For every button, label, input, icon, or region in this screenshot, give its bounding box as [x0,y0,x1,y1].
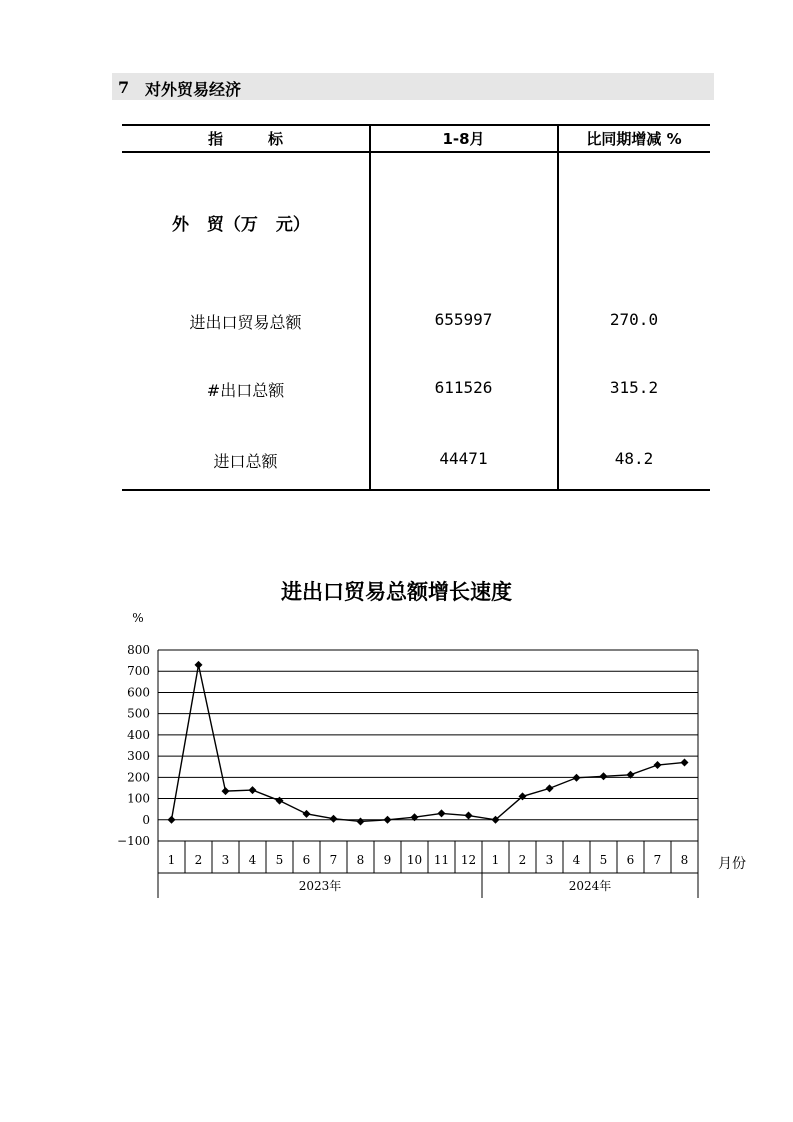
x-tick-label: 7 [653,853,662,867]
data-point-marker [357,817,365,825]
section-number: 7 [118,78,130,97]
x-tick-label: 5 [599,853,608,867]
row-label: 进口总额 [213,452,278,471]
row-change: 270.0 [609,310,659,329]
x-tick-label: 2 [194,853,203,867]
y-tick-label: 600 [127,685,150,700]
table-bottom-rule [122,489,710,491]
category-foreign-trade: 外 贸（万 元） [172,215,310,235]
x-tick-label: 3 [545,853,554,867]
section-title: 对外贸易经济 [145,80,242,99]
x-tick-label: 4 [248,853,257,867]
series-line [172,665,685,822]
data-point-marker [330,815,338,823]
data-point-marker [276,797,284,805]
y-tick-label: 700 [127,664,150,679]
row-change: 315.2 [609,378,659,397]
table-divider-2 [557,124,559,491]
x-tick-label: 4 [572,853,581,867]
data-point-marker [438,809,446,817]
x-tick-label: 8 [680,853,689,867]
x-tick-label: 10 [406,853,423,867]
row-value: 655997 [434,310,493,329]
x-tick-label: 7 [329,853,338,867]
row-change: 48.2 [614,449,654,468]
table-header-rule [122,151,710,153]
y-tick-label: 300 [127,749,150,764]
growth-line-chart [0,600,793,930]
x-tick-label: 12 [460,853,477,867]
data-point-marker [384,816,392,824]
x-group-label: 2024年 [568,879,612,893]
x-tick-label: 6 [626,853,635,867]
row-label: #出口总额 [206,381,285,400]
data-point-marker [681,758,689,766]
x-tick-label: 1 [491,853,500,867]
y-tick-label: 200 [127,770,150,785]
data-point-marker [465,812,473,820]
chart-title: 进出口贸易总额增长速度 [281,580,512,604]
x-tick-label: 6 [302,853,311,867]
x-tick-label: 9 [383,853,392,867]
row-value: 44471 [439,449,488,468]
data-point-marker [600,772,608,780]
data-point-marker [195,661,203,669]
x-group-label: 2023年 [298,879,342,893]
row-value: 611526 [434,378,493,397]
y-tick-label: 800 [127,643,150,657]
header-period: 1-8月 [442,130,485,148]
x-tick-label: 1 [167,853,176,867]
table-top-rule [122,124,710,126]
header-indicator: 指 标 [207,130,283,148]
x-axis-label: 月份 [718,856,746,872]
x-tick-label: 3 [221,853,230,867]
y-tick-label: 400 [127,727,150,742]
x-tick-label: 11 [433,853,450,867]
data-point-marker [168,816,176,824]
table-divider-1 [369,124,371,491]
y-tick-label: 0 [142,812,150,827]
data-point-marker [222,787,230,795]
data-point-marker [303,810,311,818]
x-tick-label: 2 [518,853,527,867]
y-tick-label: 100 [127,791,150,806]
data-point-marker [546,784,554,792]
y-tick-label: 500 [127,706,150,721]
x-tick-label: 5 [275,853,284,867]
x-tick-label: 8 [356,853,365,867]
y-axis-unit: % [132,611,144,625]
row-label: 进出口贸易总额 [189,313,302,332]
data-point-marker [249,786,257,794]
header-change: 比同期增减 % [586,130,682,148]
data-point-marker [654,761,662,769]
y-tick-label: −100 [117,834,150,848]
data-point-marker [573,774,581,782]
